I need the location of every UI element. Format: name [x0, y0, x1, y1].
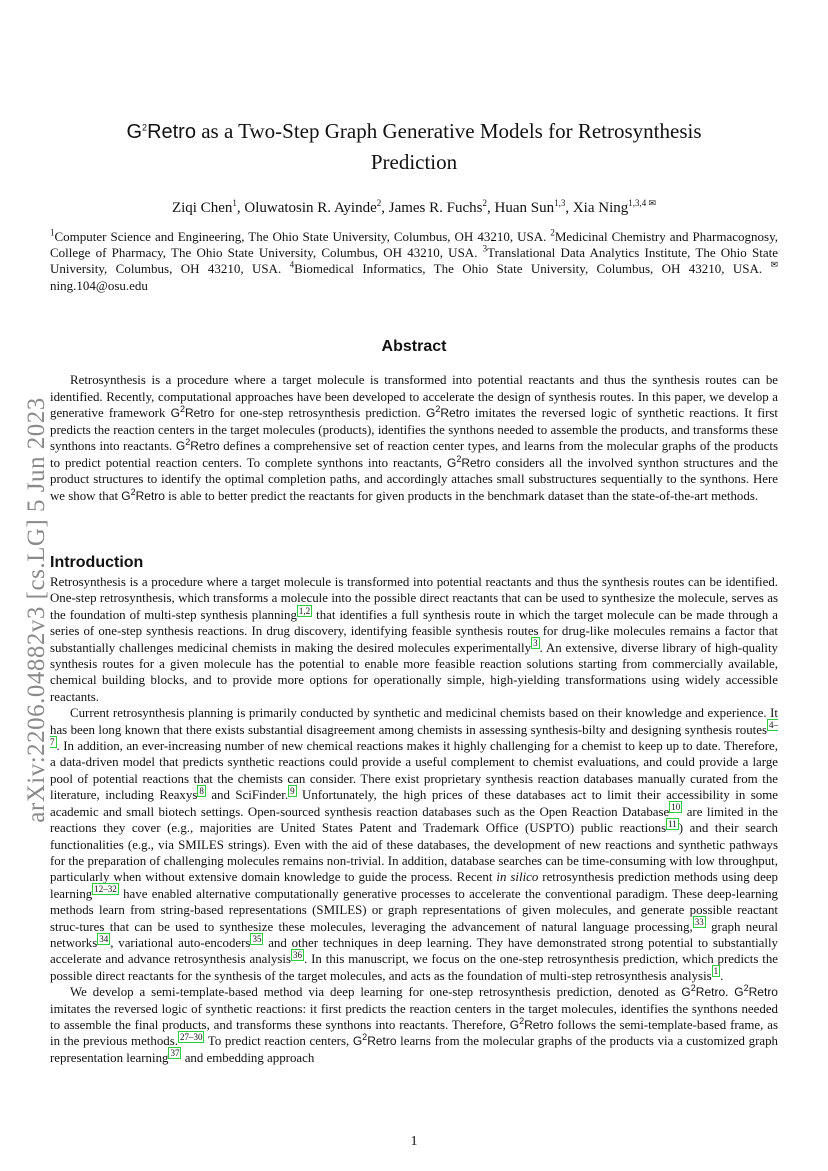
- citation-link[interactable]: 4–7: [50, 720, 778, 747]
- arxiv-stamp: [22, 375, 52, 845]
- citation-link[interactable]: 1: [713, 966, 719, 977]
- citation-link[interactable]: 33: [694, 917, 704, 928]
- introduction-heading: Introduction: [50, 554, 144, 571]
- intro-paragraph-3: We develop a semi-template-based method via deep learning for one-step retrosynthesis prediction, denoted as $G^2Retro$. $G^2Retro$ imitates the reversed logic of synthetic reactions: it first predicts the reaction centers in the target molecules, identifies the synthons needed to assemble the final products, and transforms these synthons into reactants. Therefore, $G^2Retro$ follows the semi-template-based frame, as in the previous methods. $^{27-30}$ To predict reaction centers, $G^2Retro$ learns from the molecular graphs of the products via a customized graph representation learning $^{37}$ and embedding approach: [50, 983, 778, 1065]
- g2retro-name: $G^2Retro$: [126, 121, 196, 143]
- introduction-body: [50, 574, 778, 1066]
- author-list: Ziqi Chen$^1$, Oluwatosin R. Ayinde$^2$, James R. Fuchs$^2$, Huan Sun$^{1,3}$, Xia Ning$^{1,3,4 ✉}$: [171, 198, 657, 216]
- citation-link[interactable]: 35: [252, 933, 262, 944]
- citation-link[interactable]: 3: [533, 638, 538, 649]
- citation-link[interactable]: 36: [293, 950, 303, 961]
- citation-link[interactable]: 8: [199, 785, 204, 796]
- title-line-2: Prediction: [370, 150, 458, 174]
- arxiv-stamp-text: arXiv:2206.04882v3 [cs.LG] 5 Jun 2023: [23, 397, 50, 823]
- mail-icon: ✉: [770, 260, 779, 271]
- citation-link[interactable]: 10: [671, 802, 681, 813]
- citation-link[interactable]: 37: [170, 1048, 180, 1059]
- affiliations: $^1$Computer Science and Engineering, The Ohio State University, Columbus, OH 43210, USA. $^2$Medicinal Chemistry and Pharmacognosy, College of Pharmacy, The Ohio State University, Columbus, OH 43210, USA. $^3$Translational Data Analytics Institute, The Ohio State University, Columbus, OH 43210, USA. $^4$Biomedical Informatics, The Ohio State University, Columbus, OH 43210, USA. ✉ning.104@osu.edu: [50, 227, 779, 293]
- intro-paragraph-1: Retrosynthesis is a procedure where a target molecule is transformed into potential reactants and thus the synthesis routes can be identified. One-step retrosynthesis, which transforms a molecule into the possible direct reactants that can be used to synthesize the molecule, serves as the foundation of multi-step synthesis planning $^{1,2}$ that identifies a full synthesis route in which the target molecule can be made through a series of one-step synthesis reactions. In drug discovery, identifying feasible synthesis routes for drug-like molecules remains a factor that substantially challenges medicinal chemists in making the desired molecules experimentally $^3$ . An extensive, diverse library of high-quality synthesis routes for a given molecule has the potential to enable more feasible reaction solutions starting from commercially available, chemical building blocks, and to provide more options for operationally simple, high-yielding transformations using widely accessible reactants.: [50, 575, 778, 704]
- citation-link[interactable]: 11: [668, 818, 677, 829]
- citation-link[interactable]: 12–32: [94, 884, 117, 895]
- citation-link[interactable]: 1,2: [298, 605, 311, 616]
- email-link[interactable]: ning.104@osu.edu: [50, 277, 148, 293]
- title-line-1: $G^2Retro$ as a Two-Step Graph Generative Models for Retrosynthesis: [126, 119, 702, 143]
- intro-paragraph-2: Current retrosynthesis planning is primarily conducted by synthetic and medicinal chemists based on their knowledge and experience. It has been long known that there exists substantial disagreement among chemists in assessing synthesis-bilty and designing synthesis routes $^{4-7}$ . In addition, an ever-increasing number of new chemical reactions makes it highly challenging for a chemist to keep up to date. Therefore, a data-driven model that predicts synthetic reactions could provide a useful complement to chemist evaluations, and could provide a large pool of potential reactions that the chemists can consider. There exist proprietary synthesis reaction databases manually curated from the literature, including Reaxys $^8$ and SciFinder. $^9$ Unfortunately, the high prices of these databases act to limit their accessibility in some academic and small biotech settings. Open-sourced synthesis reaction databases such as the Open Reaction Database $^{10}$ are limited in the reactions they cover (e.g., majorities are United States Patent and Trademark Office (USPTO) public reactions $^{11}$ ) and their search functionalities (e.g., via SMILES strings). Even with the aid of these databases, the development of new reactions and synthetic pathways for the preparation of challenging molecules remains non-trivial. In addition, database searches can be time-consuming with low throughput, particularly when without extensive domain knowledge to guide the process. Recent in silico retrosynthesis prediction methods using deep learning $^{12-32}$ have enabled alternative computationally generative processes to accelerate the conventional paradigm. These deep-learning methods learn from string-based representations (SMILES) or graph representations of given molecules, and generate possible reactant struc-tures that can be used to synthesize these molecules, leveraging the advancement of natural language processing, $^{33}$ graph neural networks $^{34}$ , variational auto-encoders $^{35}$ and other techniques in deep learning. They have demonstrated strong potential to substantially accelerate and advance retrosynthesis analysis $^{36}$ . In this manuscript, we focus on the one-step retrosynthesis prediction, which predicts the possible direct reactants for the synthesis of the target molecules, and acts as the foundation of multi-step retrosynthesis analysis $^1$ .: [50, 706, 779, 983]
- abstract-body: Retrosynthesis is a procedure where a target molecule is transformed into potential reactants and thus the synthesis routes can be identified. Recently, computational approaches have been developed to accelerate the design of synthesis routes. In this paper, we develop a generative framework $G^2Retro$ for one-step retrosynthesis prediction. $G^2Retro$ imitates the reversed logic of synthetic reactions. It first predicts the reaction centers in the target molecules (products), identifies the synthons needed to assemble the products, and transforms these synthons into reactants. $G^2Retro$ defines a comprehensive set of reaction center types, and learns from the molecular graphs of the products to predict potential reaction centers. To complete synthons into reactants, $G^2Retro$ considers all the involved synthon structures and the product structures to identify the optimal completion paths, and accordingly attaches small substructures sequentially to the synthons. Here we show that $G^2Retro$ is able to better predict the reactants for given products in the benchmark dataset than the state-of-the-art methods.: [50, 373, 778, 503]
- paper-title: [60, 116, 768, 177]
- citation-link[interactable]: 27–30: [179, 1032, 203, 1043]
- citation-link[interactable]: 34: [99, 933, 109, 944]
- citation-link[interactable]: 9: [290, 785, 295, 796]
- abstract-heading: Abstract: [381, 338, 447, 355]
- page-number: 1: [410, 1134, 418, 1149]
